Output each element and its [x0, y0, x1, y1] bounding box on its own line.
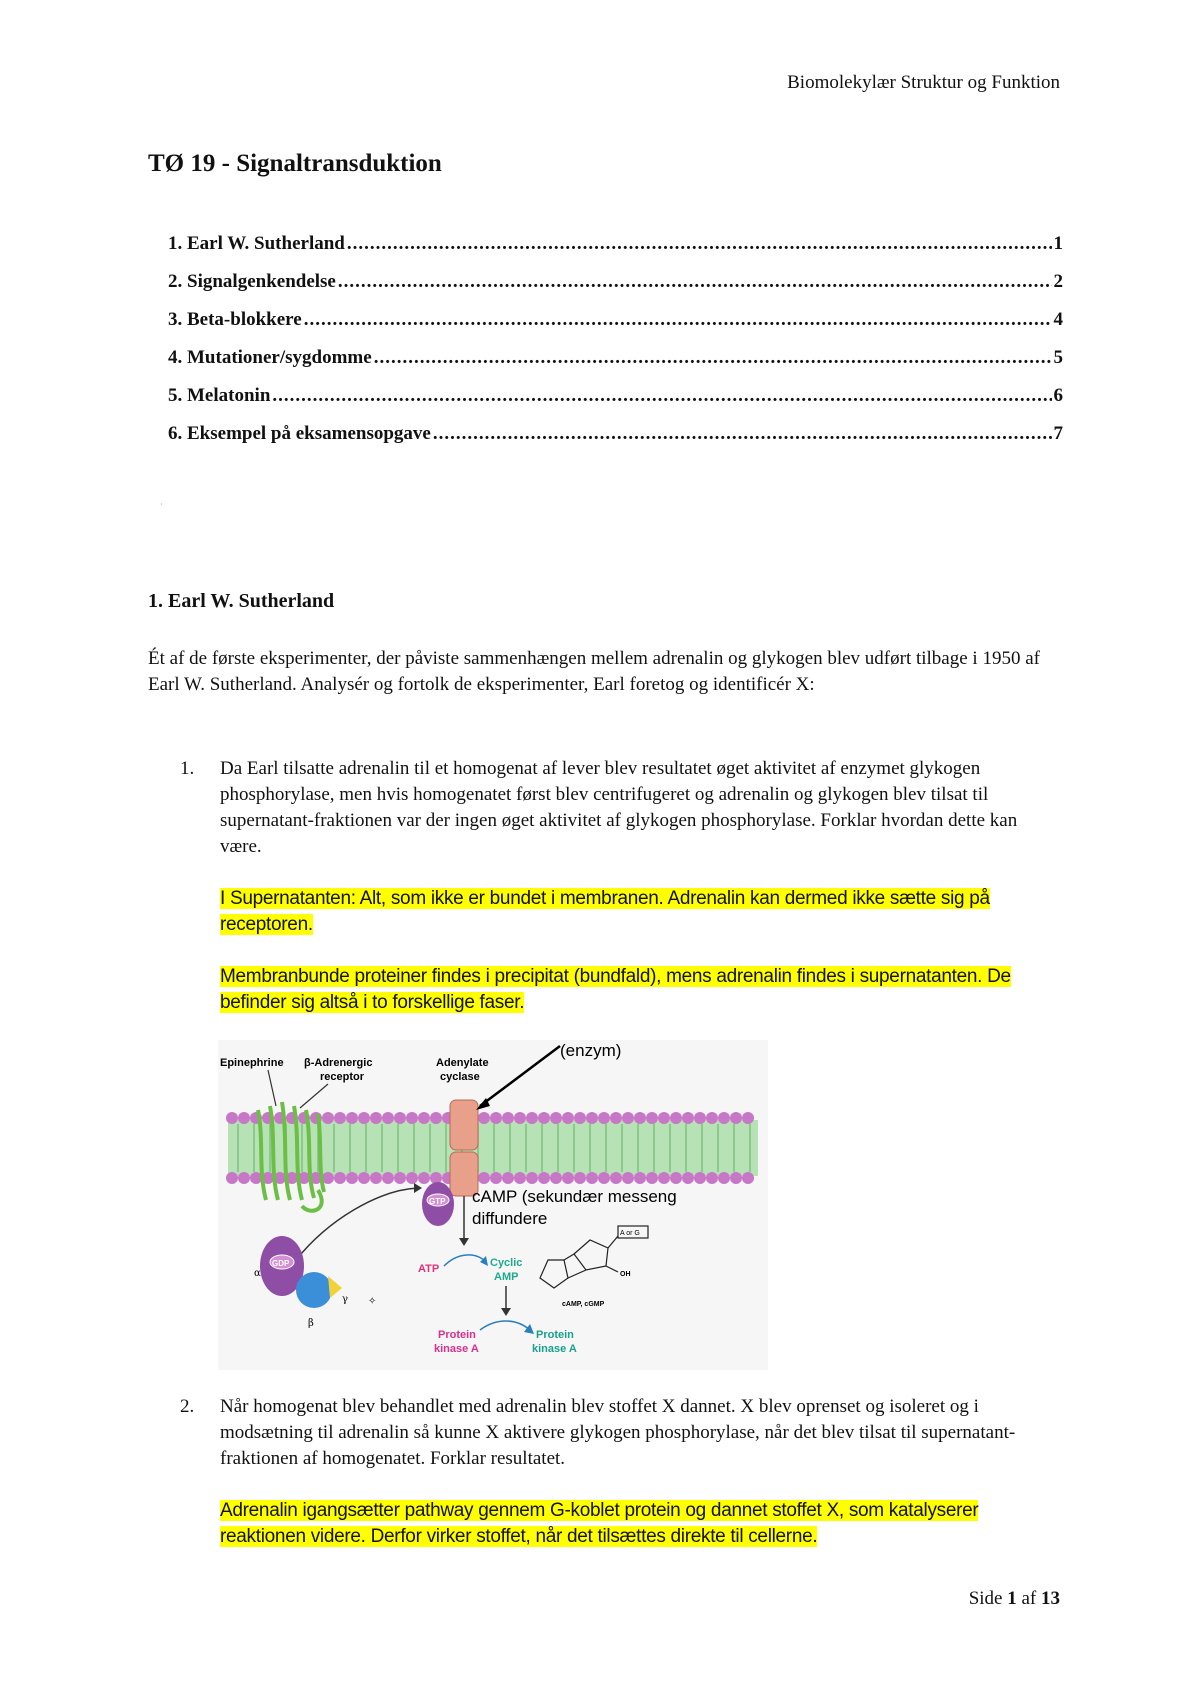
phospholipid-head: [490, 1112, 502, 1124]
phospholipid-head: [478, 1112, 490, 1124]
phospholipid-head: [418, 1112, 430, 1124]
toc-entry-label: 6. Eksempel på eksamensopgave: [168, 423, 431, 444]
label-beta: β: [308, 1318, 314, 1329]
label-receptor-1: β-Adrenergic: [304, 1057, 373, 1069]
phospholipid-head: [394, 1112, 406, 1124]
phospholipid-head: [226, 1112, 238, 1124]
phospholipid-head: [646, 1172, 658, 1184]
page-title: TØ 19 - Signaltransduktion: [148, 150, 442, 177]
g-alpha-gtp: [422, 1182, 454, 1226]
phospholipid-head: [238, 1112, 250, 1124]
phospholipid-head: [514, 1112, 526, 1124]
footer-middle: af: [1021, 1588, 1037, 1609]
phospholipid-head: [334, 1172, 346, 1184]
label-a-or-g: A or G: [620, 1230, 640, 1237]
answer-highlight: Membranbunde proteiner findes i precipitat (bundfald), mens adrenalin findes i supernatanten. De befinder sig altså i to forskellige faser.: [220, 966, 1011, 1013]
phospholipid-head: [706, 1112, 718, 1124]
phospholipid-head: [646, 1112, 658, 1124]
label-atp: ATP: [418, 1263, 440, 1275]
phospholipid-head: [706, 1172, 718, 1184]
phospholipid-head: [670, 1172, 682, 1184]
phospholipid-head: [634, 1172, 646, 1184]
phospholipid-head: [550, 1172, 562, 1184]
phospholipid-head: [574, 1172, 586, 1184]
phospholipid-head: [346, 1172, 358, 1184]
toc-entry[interactable]: [168, 309, 1063, 347]
question-2: [180, 1394, 1060, 1550]
label-pka-1: Protein: [438, 1329, 476, 1341]
phospholipid-head: [742, 1172, 754, 1184]
answer-block: [220, 1498, 1060, 1550]
phospholipid-head: [598, 1112, 610, 1124]
label-pka-2: kinase A: [434, 1343, 479, 1355]
label-pka-active-2: kinase A: [532, 1343, 577, 1355]
phospholipid-head: [538, 1172, 550, 1184]
phospholipid-head: [358, 1172, 370, 1184]
label-camp-1: cAMP (sekundær messeng: [472, 1187, 677, 1206]
phospholipid-head: [586, 1172, 598, 1184]
toc-entry-page: 6: [1053, 385, 1063, 406]
toc-entry-label: 5. Melatonin: [168, 385, 271, 406]
question-1: [180, 756, 1060, 1016]
label-oh: OH: [620, 1271, 631, 1278]
phospholipid-head: [694, 1172, 706, 1184]
phospholipid-head: [718, 1112, 730, 1124]
phospholipid-head: [622, 1172, 634, 1184]
toc-entry-page: 7: [1053, 423, 1063, 444]
phospholipid-head: [526, 1172, 538, 1184]
label-camp-2: diffundere: [472, 1209, 548, 1228]
phospholipid-head: [382, 1172, 394, 1184]
answer-block: [220, 964, 1060, 1016]
phospholipid-head: [226, 1172, 238, 1184]
section-intro: Ét af de første eksperimenter, der påviste sammenhængen mellem adrenalin og glykogen blev udført tilbage i 1950 af Earl W. Sutherland. Analysér og fortolk de eksperimenter, Earl foretog og identificér X:: [148, 648, 1040, 695]
phospholipid-head: [502, 1172, 514, 1184]
toc-entry-label: 1. Earl W. Sutherland: [168, 233, 345, 254]
phospholipid-head: [406, 1112, 418, 1124]
phospholipid-head: [682, 1172, 694, 1184]
toc-entry-page: 1: [1053, 233, 1063, 254]
phospholipid-head: [406, 1172, 418, 1184]
phospholipid-head: [346, 1112, 358, 1124]
phospholipid-head: [622, 1112, 634, 1124]
toc-entry[interactable]: [168, 423, 1063, 461]
toc-entry-label: 2. Signalgenkendelse: [168, 271, 336, 292]
phospholipid-head: [334, 1112, 346, 1124]
phospholipid-head: [562, 1112, 574, 1124]
label-enzym: (enzym): [560, 1041, 622, 1060]
phospholipid-head: [586, 1112, 598, 1124]
phospholipid-head: [670, 1112, 682, 1124]
question-text: Når homogenat blev behandlet med adrenalin blev stoffet X dannet. X blev oprenset og isoleret og i modsætning til adrenalin så kunne X aktivere glykogen phosphorylase, når det blev tilsat til supernatant-fraktionen af homogenatet. Forklar resultatet.: [220, 1396, 1016, 1469]
label-cyclic-1: Cyclic: [490, 1257, 523, 1269]
phospholipid-head: [502, 1112, 514, 1124]
label-epinephrine: Epinephrine: [220, 1057, 284, 1069]
page-footer: [969, 1588, 1060, 1610]
phospholipid-head: [418, 1172, 430, 1184]
phospholipid-head: [370, 1112, 382, 1124]
question-text: Da Earl tilsatte adrenalin til et homogenat af lever blev resultatet øget aktivitet af enzymet glykogen phosphorylase, men hvis homogenatet først blev centrifugeret og adrenalin og glykogen blev tilsat til supernatant-fraktionen var der ingen øget aktivitet af glykogen phosphorylase. Forklar hvordan dette kan være.: [220, 758, 1018, 857]
toc-entry-page: 4: [1053, 309, 1063, 330]
label-adenylate-2: cyclase: [440, 1071, 480, 1083]
phospholipid-head: [730, 1172, 742, 1184]
phospholipid-head: [322, 1112, 334, 1124]
phospholipid-head: [238, 1172, 250, 1184]
phospholipid-head: [658, 1112, 670, 1124]
phospholipid-head: [730, 1112, 742, 1124]
label-camp-cgmp: cAMP, cGMP: [562, 1301, 605, 1308]
phospholipid-head: [538, 1112, 550, 1124]
gtp-label: GTP: [429, 1197, 446, 1206]
signaling-diagram: [218, 1040, 768, 1370]
label-adenylate-1: Adenylate: [436, 1057, 489, 1069]
phospholipid-head: [694, 1112, 706, 1124]
toc-entry-label: 4. Mutationer/sygdomme: [168, 347, 372, 368]
phospholipid-head: [478, 1172, 490, 1184]
phospholipid-head: [430, 1112, 442, 1124]
question-number: 2.: [180, 1396, 195, 1417]
label-gamma: γ: [342, 1294, 348, 1305]
toc-entry-page: 2: [1053, 271, 1063, 292]
answer-highlight: I Supernatanten: Alt, som ikke er bundet i membranen. Adrenalin kan dermed ikke sætte sig på receptoren.: [220, 888, 990, 935]
label-pka-active-1: Protein: [536, 1329, 574, 1341]
phospholipid-head: [598, 1172, 610, 1184]
answer-highlight: Adrenalin igangsætter pathway gennem G-koblet protein og dannet stoffet X, som katalyserer reaktionen videre. Derfor virker stoffet, når det tilsættes direkte til cellerne.: [220, 1500, 979, 1547]
toc-leader: [433, 423, 1052, 445]
phospholipid-head: [742, 1112, 754, 1124]
adenylate-cyclase: [450, 1100, 478, 1196]
section-heading: 1. Earl W. Sutherland: [148, 590, 335, 612]
phospholipid-head: [562, 1172, 574, 1184]
toc-leader: [347, 233, 1052, 255]
phospholipid-head: [382, 1112, 394, 1124]
phospholipid-head: [370, 1172, 382, 1184]
phospholipid-head: [358, 1112, 370, 1124]
toc-entry-label: 3. Beta-blokkere: [168, 309, 302, 330]
answer-block: [220, 886, 1060, 938]
toc-entry[interactable]: [168, 385, 1063, 423]
phospholipid-head: [610, 1172, 622, 1184]
phospholipid-head: [682, 1112, 694, 1124]
toc-leader: [338, 271, 1052, 293]
toc-leader: [272, 385, 1051, 407]
table-of-contents: [168, 233, 1063, 461]
phospholipid-head: [550, 1112, 562, 1124]
cursor-mark: ✧: [368, 1296, 377, 1307]
label-receptor-2: receptor: [320, 1071, 365, 1083]
phospholipid-head: [634, 1112, 646, 1124]
label-alpha: α: [254, 1268, 261, 1279]
toc-entry[interactable]: [168, 347, 1063, 385]
gdp-label: GDP: [272, 1259, 290, 1268]
phospholipid-head: [490, 1172, 502, 1184]
footer-prefix: Side: [968, 1588, 1003, 1609]
label-cyclic-2: AMP: [494, 1271, 519, 1283]
running-header: Biomolekylær Struktur og Funktion: [787, 72, 1060, 93]
phospholipid-head: [718, 1172, 730, 1184]
phospholipid-head: [394, 1172, 406, 1184]
toc-entry-page: 5: [1053, 347, 1063, 368]
toc-entry[interactable]: [168, 233, 1063, 271]
toc-leader: [304, 309, 1052, 331]
toc-leader: [374, 347, 1052, 369]
phospholipid-head: [526, 1112, 538, 1124]
footer-total-pages: 13: [1041, 1588, 1060, 1609]
phospholipid-head: [514, 1172, 526, 1184]
phospholipid-head: [658, 1172, 670, 1184]
phospholipid-head: [574, 1112, 586, 1124]
phospholipid-head: [610, 1112, 622, 1124]
footer-current-page: 1: [1007, 1588, 1017, 1609]
question-number: 1.: [180, 758, 195, 779]
stray-mark: ·: [160, 500, 163, 509]
toc-entry[interactable]: [168, 271, 1063, 309]
